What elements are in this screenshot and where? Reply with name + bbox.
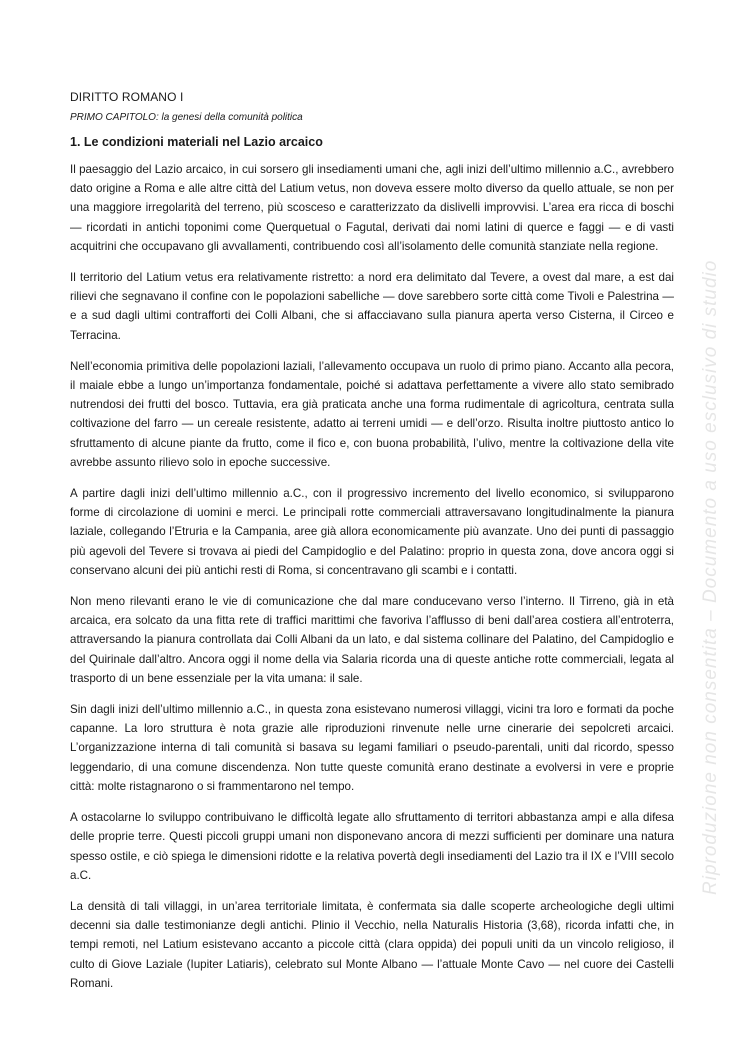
watermark: Riproduzione non consentita – Documento a uso esclusivo di studio xyxy=(700,259,721,895)
chapter-title: PRIMO CAPITOLO: la genesi della comunità politica xyxy=(70,112,303,123)
document-page xyxy=(70,88,674,1005)
paragraph: La densità di tali villaggi, in un’area territoriale limitata, è confermata sia dalle scoperte archeologiche degli ultimi decenni sia dalle testimonianze degli antichi. Plinio il Vecchio, nella Naturalis Historia (3,68), ricorda infatti che, in tempi remoti, nel Latium esistevano accanto a piccole città (clara oppida) dei populi uniti da un vincolo religioso, il culto di Giove Laziale (Iupiter Latiaris), celebrato sul Monte Albano — l’attuale Monte Cavo — nel cuore dei Castelli Romani. xyxy=(70,899,674,990)
section-heading: 1. Le condizioni materiali nel Lazio arcaico xyxy=(70,135,323,149)
paragraph: Non meno rilevanti erano le vie di comunicazione che dal mare conducevano verso l’interno. Il Tirreno, già in età arcaica, era solcato da una fitta rete di traffici marittimi che favoriva l’afflusso di beni dall’area costiera all’entroterra, attraversando la pianura controllata dai Colli Albani da un lato, e dal sistema collinare del Palatino, del Campidoglio e del Quirinale dall’altro. Ancora oggi il nome della via Salaria ricorda una di queste antiche rotte commerciali, legata al trasporto di un bene essenziale per la vita umana: il sale. xyxy=(70,595,674,685)
paragraph: A ostacolarne lo sviluppo contribuivano le difficoltà legate allo sfruttamento di territori abbastanza ampi e alla difesa delle proprie terre. Questi piccoli gruppi umani non disponevano ancora di mezzi sufficienti per dominare una natura spesso ostile, e ciò spiega le dimensioni ridotte e la relativa povertà degli insediamenti del Lazio tra il IX e l’VIII secolo a.C. xyxy=(70,811,674,882)
paragraph: Sin dagli inizi dell’ultimo millennio a.C., in questa zona esistevano numerosi villaggi, vicini tra loro e formati da poche capanne. La loro struttura è nota grazie alle riproduzioni rinvenute nelle urne cinerarie dei sepolcreti arcaici. L’organizzazione interna di tali comunità si basava su legami familiari o pseudo-parentali, uniti dal ricordo, spesso leggendario, di una comune discendenza. Non tutte queste comunità erano destinate a evolversi in vere e proprie città: molte ristagnarono o si frammentarono nel tempo. xyxy=(70,703,674,793)
paragraph: A partire dagli inizi dell’ultimo millennio a.C., con il progressivo incremento del livello economico, si svilupparono forme di circolazione di uomini e merci. Le principali rotte commerciali attraversavano longitudinalmente la pianura laziale, collegando l’Etruria e la Campania, aree già allora economicamente più avanzate. Uno dei punti di passaggio più agevoli del Tevere si trovava ai piedi del Campidoglio e del Palatino: proprio in questa zona, dove ancora oggi si conservano alcuni dei più antichi resti di Roma, si concentravano gli scambi e i contatti. xyxy=(70,487,674,577)
document-title: DIRITTO ROMANO I xyxy=(70,90,184,104)
paragraph: Nell’economia primitiva delle popolazioni laziali, l’allevamento occupava un ruolo di primo piano. Accanto alla pecora, il maiale ebbe a lungo un’importanza fondamentale, poiché si adattava perfettamente a vivere allo stato semibrado nutrendosi dei frutti del bosco. Tuttavia, era già praticata anche una forma rudimentale di agricoltura, centrata sulla coltivazione del farro — un cereale resistente, adatto ai terreni umidi — e dell’orzo. Risulta inoltre piuttosto antico lo sfruttamento di alcune piante da frutto, come il fico e, con buona probabilità, l’ulivo, mentre la coltivazione della vite avrebbe assunto rilievo solo in epoche successive. xyxy=(70,359,674,469)
paragraph: Il territorio del Latium vetus era relativamente ristretto: a nord era delimitato dal Tevere, a ovest dal mare, a est dai rilievi che segnavano il confine con le popolazioni sabelliche — dove sarebbero sorte città come Tivoli e Palestrina — e a sud dagli ultimi contrafforti dei Colli Albani, che si affacciavano sulla pianura aperta verso Cisterna, il Circeo e Terracina. xyxy=(70,271,674,342)
paragraph: Il paesaggio del Lazio arcaico, in cui sorsero gli insediamenti umani che, agli inizi dell’ultimo millennio a.C., avrebbero dato origine a Roma e alle altre città del Latium vetus, non doveva essere molto diverso da quello attuale, se non per una maggiore irregolarità del terreno, più scosceso e caratterizzato da dislivelli improvvisi. L’area era ricca di boschi — ricordati in antichi toponimi come Querquetual o Fagutal, derivati dai nomi latini di querce e faggi — e di vasti acquitrini che occupavano gli avvallamenti, contribuendo così all’isolamento delle comunità stanziate nella regione. xyxy=(70,163,674,253)
